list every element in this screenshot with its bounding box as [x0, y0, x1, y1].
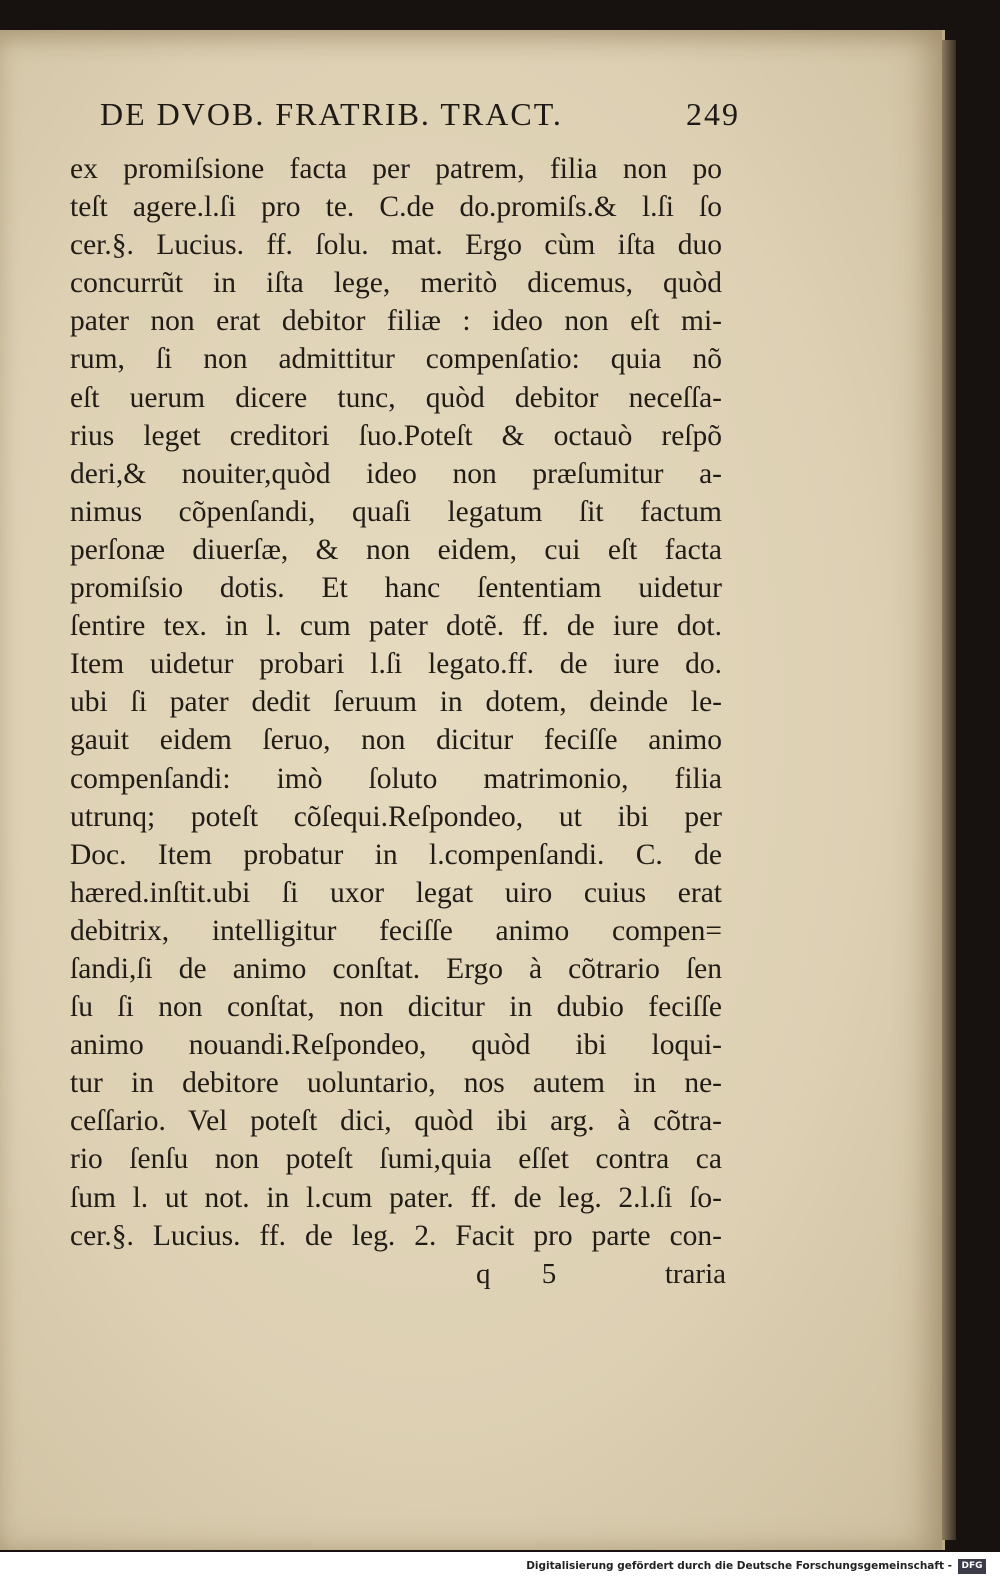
text-line: deri,& nouiter,quòd ideo non præſumitur a-: [70, 457, 722, 490]
dfg-logo: DFG: [958, 1559, 986, 1574]
text-line: ſu ſi non conſtat, non dicitur in dubio feciſſe: [70, 991, 722, 1024]
text-line: teſt agere.l.ſi pro te. C.de do.promiſs.& l.ſi ſo: [70, 191, 722, 224]
text-line: ſum l. ut not. in l.cum pater. ff. de leg. 2.l.ſi ſo-: [70, 1181, 722, 1214]
text-line: debitrix, intelligitur feciſſe animo compen=: [70, 914, 722, 947]
text-line: compenſandi: imò ſoluto matrimonio, filia: [70, 762, 722, 795]
funding-bar: [0, 1552, 1000, 1582]
text-line: animo nouandi.Reſpondeo, quòd ibi loqui-: [70, 1029, 722, 1062]
text-line: ſandi,ſi de animo conſtat. Ergo à cõtrario ſen: [70, 952, 722, 985]
running-header: [100, 96, 740, 140]
text-line: hæred.inſtit.ubi ſi uxor legat uiro cuius erat: [70, 876, 722, 909]
text-line: tur in debitore uoluntario, nos autem in ne-: [70, 1067, 722, 1100]
text-line: utrunq; poteſt cõſequi.Reſpondeo, ut ibi per: [70, 800, 722, 833]
text-line: concurrũt in iſta lege, meritò dicemus, quòd: [70, 267, 722, 300]
text-line: promiſsio dotis. Et hanc ſententiam uidetur: [70, 572, 722, 605]
text-line: ceſſario. Vel poteſt dici, quòd ibi arg. à cõtra-: [70, 1105, 722, 1138]
text-line: gauit eidem ſeruo, non dicitur feciſſe animo: [70, 724, 722, 757]
text-line: cer.§. Lucius. ff. de leg. 2. Facit pro parte con-: [70, 1219, 722, 1252]
signature-mark: q 5: [476, 1258, 579, 1290]
text-line: ubi ſi pater dedit ſeruum in dotem, deinde le-: [70, 686, 722, 719]
text-line: Item uidetur probari l.ſi legato.ff. de iure do.: [70, 648, 722, 681]
text-line: perſonæ diuerſæ, & non eidem, cui eſt facta: [70, 533, 722, 566]
text-line: rum, ſi non admittitur compenſatio: quia nõ: [70, 343, 722, 376]
page-footer: [470, 1258, 726, 1298]
text-line: pater non erat debitor filiæ : ideo non eſt mi-: [70, 305, 722, 338]
text-line: ſentire tex. in l. cum pater dotẽ. ff. de iure dot.: [70, 610, 722, 643]
text-line: ex promiſsione facta per patrem, filia non po: [70, 153, 722, 185]
running-title: DE DVOB. FRATRIB. TRACT.: [100, 96, 563, 132]
text-line: cer.§. Lucius. ff. ſolu. mat. Ergo cùm iſta duo: [70, 229, 722, 262]
text-line: rio ſenſu non poteſt ſumi,quia eſſet contra ca: [70, 1143, 722, 1176]
body-text: [70, 150, 722, 1255]
funding-notice: Digitalisierung gefördert durch die Deutsche Forschungsgemeinschaft -: [526, 1560, 952, 1572]
page-number: 249: [686, 96, 740, 132]
text-line: eſt uerum dicere tunc, quòd debitor neceſſa-: [70, 381, 722, 414]
text-line: rius leget creditori ſuo.Poteſt & octauò reſpõ: [70, 419, 722, 452]
text-line: nimus cõpenſandi, quaſi legatum ſit factum: [70, 495, 722, 528]
text-line: Doc. Item probatur in l.compenſandi. C. de: [70, 838, 722, 871]
catchword: traria: [664, 1258, 726, 1290]
page-edge-shadow: [942, 40, 956, 1540]
